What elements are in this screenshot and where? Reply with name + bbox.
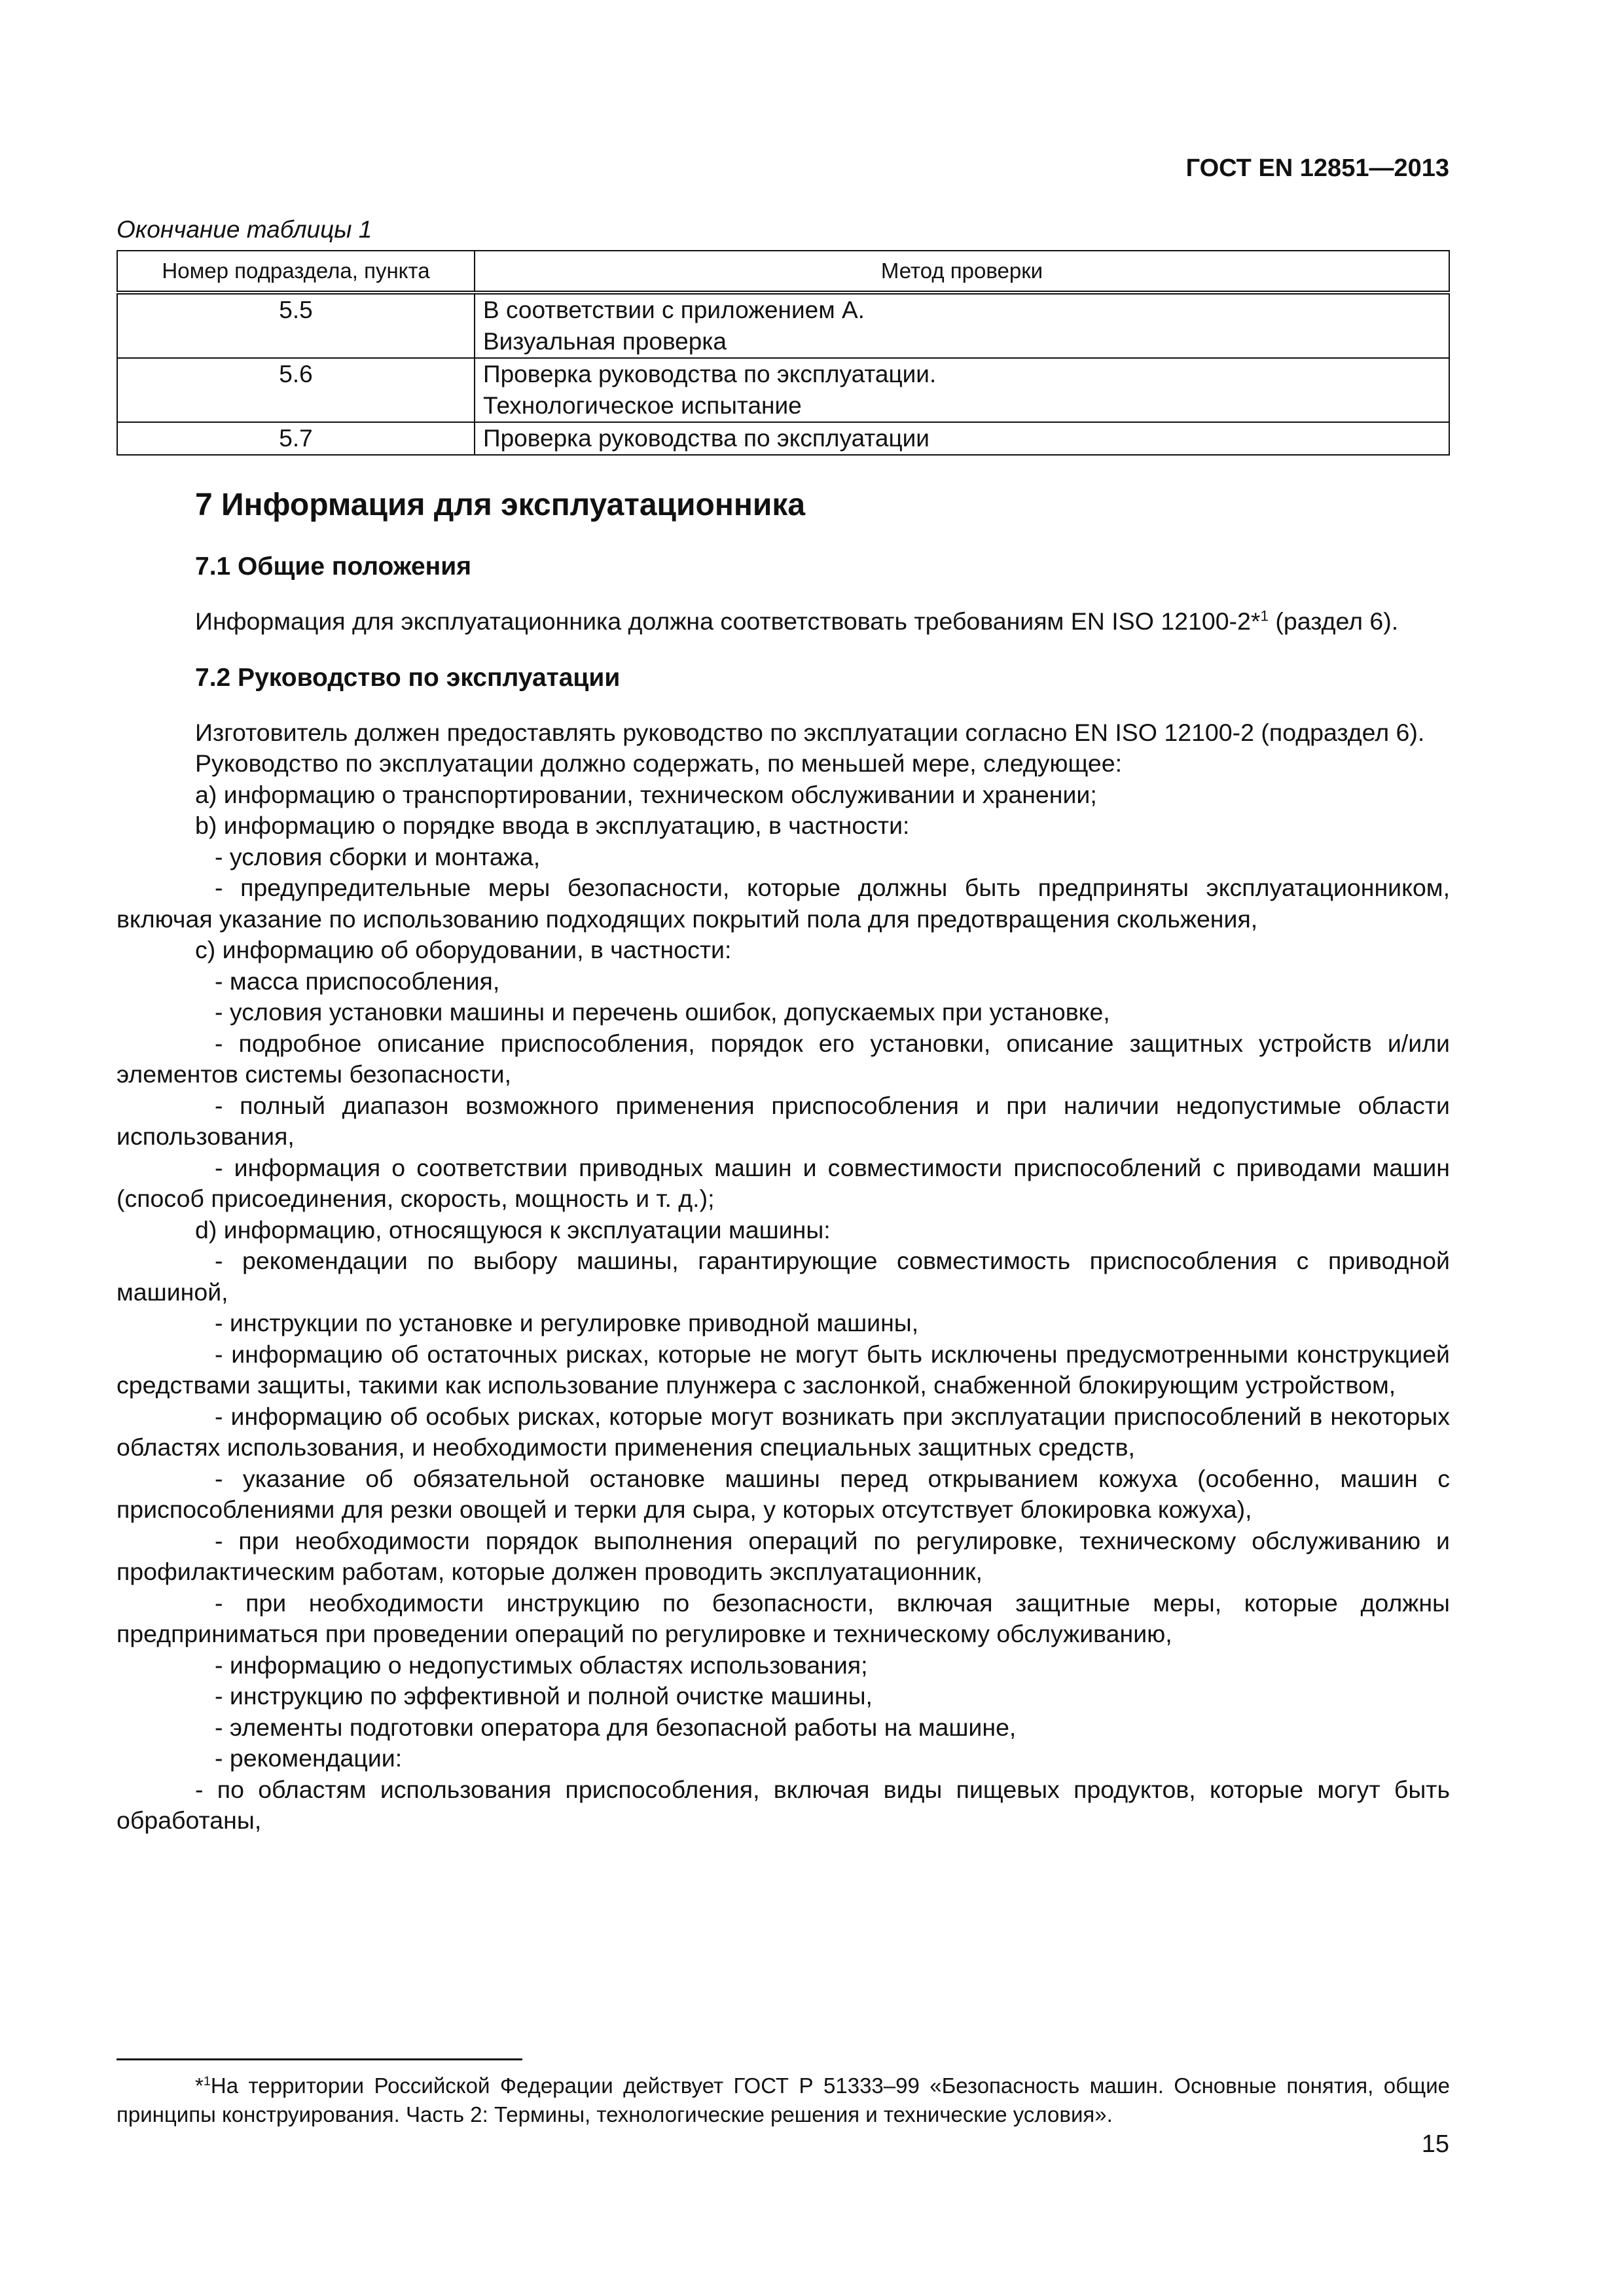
- list-item: - информацию об остаточных рисках, которые не могут быть исключены предусмотренными конструкцией средствами защиты, такими как использование плунжера с заслонкой, снабженной блокирующим устройством,: [117, 1340, 1450, 1399]
- page-number: 15: [1421, 2130, 1449, 2158]
- method-line: Технологическое испытание: [483, 392, 802, 419]
- list-item: - условия сборки и монтажа,: [215, 842, 541, 870]
- table-row: [117, 293, 1449, 358]
- method-line: В соответствии с приложением А.: [483, 296, 865, 323]
- list-item: - рекомендации:: [215, 1744, 403, 1772]
- main-content: [117, 484, 1450, 1837]
- table-caption: Окончание таблицы 1: [117, 216, 372, 243]
- footnote-text: На территории Российской Федерации действует ГОСТ Р 51333–99 «Безопасность машин. Основные понятия, общие принципы конструирования. Часть 2: Термины, технологические решения и технические условия».: [117, 2073, 1450, 2126]
- verification-table: [117, 250, 1450, 456]
- list-item: - рекомендации по выбору машины, гарантирующие совместимость приспособления с приводной машиной,: [117, 1247, 1450, 1306]
- method-line: Визуальная проверка: [483, 328, 727, 355]
- method-line: Проверка руководства по эксплуатации: [483, 425, 929, 452]
- table-cell-method: [475, 422, 1449, 455]
- subsection-title: 7.1 Общие положения: [195, 552, 471, 581]
- column-header-section: Номер подраздела, пункта: [117, 251, 475, 293]
- table-cell-number: 5.6: [117, 358, 475, 422]
- list-item: - предупредительные меры безопасности, которые должны быть предприняты эксплуатационником, включая указание по использованию подходящих покрытий пола для предотвращения скольжения,: [117, 874, 1450, 933]
- table-row: [117, 358, 1449, 422]
- list-item: - инструкции по установке и регулировке приводной машины,: [215, 1309, 919, 1336]
- list-item: - информацию об особых рисках, которые могут возникать при эксплуатации приспособлений в некоторых областях использования, и необходимости применения специальных защитных средств,: [117, 1402, 1450, 1461]
- list-item: - элементы подготовки оператора для безопасной работы на машине,: [215, 1713, 1017, 1741]
- list-item: d) информацию, относящуюся к эксплуатации машины:: [195, 1215, 831, 1244]
- list-item: - при необходимости инструкцию по безопасности, включая защитные меры, которые должны предприниматься при проведении операций по регулировке и техническому обслуживанию,: [117, 1588, 1450, 1647]
- footnote-ref: 1: [1260, 607, 1269, 624]
- footnote-number: 1: [203, 2074, 211, 2089]
- paragraph: Изготовитель должен предоставлять руководство по эксплуатации согласно EN ISO 12100-2 (подраздел 6).: [195, 718, 1425, 746]
- list-item: - условия установки машины и перечень ошибок, допускаемых при установке,: [215, 998, 1110, 1026]
- list-item: - инструкцию по эффективной и полной очистке машины,: [215, 1682, 873, 1710]
- column-header-method: Метод проверки: [475, 251, 1449, 293]
- footnote-mark: *: [195, 2073, 204, 2098]
- list-item: - полный диапазон возможного применения приспособления и при наличии недопустимые области использования,: [117, 1091, 1450, 1150]
- table-header-row: [117, 251, 1449, 293]
- table-cell-number: 5.5: [117, 293, 475, 358]
- list-item: c) информацию об оборудовании, в частности:: [195, 936, 732, 963]
- table-cell-number: 5.7: [117, 422, 475, 455]
- list-item: - информацию о недопустимых областях использования;: [215, 1651, 868, 1679]
- table-cell-method: [475, 358, 1449, 422]
- footnote: [117, 2072, 1450, 2129]
- subsection-title: 7.2 Руководство по эксплуатации: [195, 663, 621, 692]
- paragraph: [117, 606, 1450, 637]
- footnote-separator: [117, 2058, 522, 2060]
- list-item: - при необходимости порядок выполнения операций по регулировке, техническому обслуживанию и профилактическим работам, которые должен проводить эксплуатационник,: [117, 1526, 1450, 1585]
- paragraph-tail: (раздел 6).: [1269, 607, 1399, 635]
- section-title: 7 Информация для эксплуатационника: [195, 488, 806, 522]
- list-item: b) информацию о порядке ввода в эксплуатацию, в частности:: [195, 812, 910, 839]
- table-cell-method: [475, 293, 1449, 358]
- paragraph: Руководство по эксплуатации должно содержать, по меньшей мере, следующее:: [195, 749, 1123, 777]
- list-item: - указание об обязательной остановке машины перед открыванием кожуха (особенно, машин с приспособлениями для резки овощей и терки для сыра, у которых отсутствует блокировка кожуха),: [117, 1464, 1450, 1523]
- list-item: - информация о соответствии приводных машин и совместимости приспособлений с приводами машин (способ присоединения, скорость, мощность и т. д.);: [117, 1153, 1450, 1212]
- list-item: a) информацию о транспортировании, техническом обслуживании и хранении;: [195, 780, 1097, 808]
- paragraph-text: Информация для эксплуатационника должна соответствовать требованиям EN ISO 12100-2: [195, 607, 1251, 635]
- list-item: - подробное описание приспособления, порядок его установки, описание защитных устройств и/или элементов системы безопасности,: [117, 1029, 1450, 1088]
- list-item: - масса приспособления,: [215, 967, 500, 995]
- list-item: - по областям использования приспособления, включая виды пищевых продуктов, которые могут быть обработаны,: [117, 1775, 1450, 1834]
- document-header: ГОСТ EN 12851—2013: [1185, 154, 1449, 182]
- method-line: Проверка руководства по эксплуатации.: [483, 361, 937, 387]
- footnote-marker: *: [1250, 607, 1261, 635]
- table-row: [117, 422, 1449, 455]
